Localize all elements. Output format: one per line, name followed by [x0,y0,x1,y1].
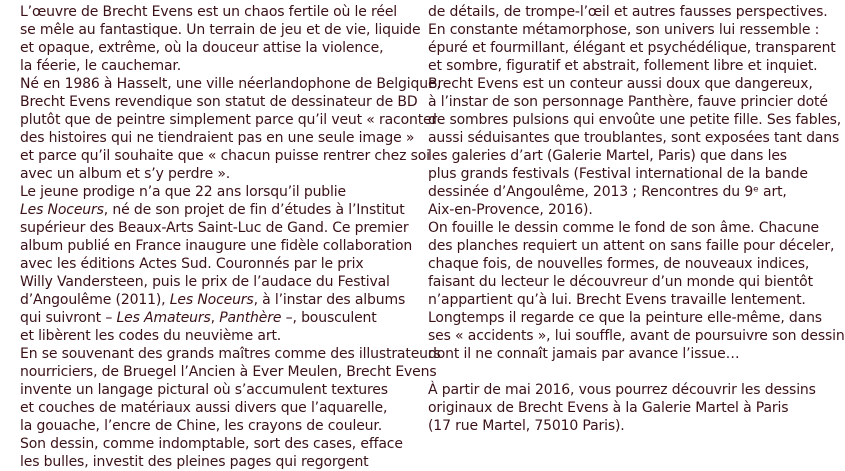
text-line: les galeries d’art (Galerie Martel, Paris) que dans les [428,148,787,164]
left-text-column [20,3,441,471]
text-line [20,309,400,327]
text-line: album publié en France inaugure une fidèle collaboration [20,238,413,254]
text-line [428,363,800,381]
text-segment: , à l’instar des albums [253,292,406,308]
text-line: (17 rue Martel, 75010 Paris). [428,418,625,434]
text-line: la gouache, l’encre de Chine, les crayons de couleur. [20,418,382,434]
text-line: des histoires qui ne tiendraient pas en une seule image » [20,130,415,146]
text-line: Longtemps il regarde ce que la peinture elle-même, dans [428,310,822,326]
text-line: à l’instar de son personnage Panthère, fauve princier doté [428,94,828,110]
text-line: Son dessin, comme indomptable, sort des cases, efface [20,436,403,452]
text-line: En constante métamorphose, son univers lui ressemble : [428,22,820,38]
right-text-column [428,3,845,435]
italic-title: Les Noceurs [169,292,254,308]
text-line: Brecht Evens revendique son statut de dessinateur de BD [20,94,418,110]
text-line: Brecht Evens est un conteur aussi doux que dangereux, [428,76,813,92]
text-segment: , né de son projet de fin d’études à l’Institut [103,202,405,218]
text-line: aussi séduisantes que troublantes, sont exposées tant dans [428,130,840,146]
text-line: originaux de Brecht Evens à la Galerie Martel à Paris [428,400,789,416]
text-line: et opaque, extrême, où la douceur attise la violence, [20,40,384,56]
text-line: On fouille le dessin comme le fond de son âme. Chacune [428,220,820,236]
text-line: et sombre, figuratif et abstrait, follement libre et inquiet. [428,58,818,74]
italic-title: Les Amateurs [116,310,211,326]
text-line: et parce qu’il souhaite que « chacun puisse rentrer chez soi [20,148,430,164]
text-line: chaque fois, de nouvelles formes, de nouveaux indices, [428,256,810,272]
text-line: L’œuvre de Brecht Evens est un chaos fertile où le réel [20,4,398,20]
text-line: avec les éditions Actes Sud. Couronnés par le prix [20,256,364,272]
text-line: faisant du lecteur le découvreur d’un monde qui bientôt [428,274,813,290]
text-line: épuré et fourmillant, élégant et psychédélique, transparent [428,40,836,56]
text-line: nourriciers, de Bruegel l’Ancien à Ever Meulen, Brecht Evens [20,364,437,380]
text-line: Willy Vandersteen, puis le prix de l’audace du Festival [20,274,390,290]
text-line: les bulles, investit des pleines pages qui regorgent [20,454,369,470]
text-line: de sombres pulsions qui envoûte une petite fille. Ses fables, [428,112,842,128]
italic-title: Panthère [219,310,282,326]
text-line: ses « accidents », lui souffle, avant de poursuivre son dessin [428,328,845,344]
text-line: Né en 1986 à Hasselt, une ville néerlandophone de Belgique, [20,76,441,92]
text-line: de détails, de trompe-l’œil et autres fausses perspectives. [428,4,828,20]
text-segment: , [210,310,220,326]
text-line: En se souvenant des grands maîtres comme des illustrateurs [20,346,441,362]
text-line: invente un langage pictural où s’accumulent textures [20,382,388,398]
text-line: et couches de matériaux aussi divers que l’aquarelle, [20,400,388,416]
text-line: n’appartient qu’à lui. Brecht Evens travaille lentement. [428,292,806,308]
text-segment: d’Angoulême (2011), [20,292,170,308]
text-line: se mêle au fantastique. Un terrain de jeu et de vie, liquide [20,22,421,38]
text-line: avec un album et s’y perdre ». [20,166,231,182]
text-line: plus grands festivals (Festival international de la bande [428,166,808,182]
text-line: la féerie, le cauchemar. [20,58,182,74]
text-line: dessinée d’Angoulême, 2013 ; Rencontres du 9ᵉ art, [428,184,787,200]
text-line: supérieur des Beaux-Arts Saint-Luc de Gand. Ce premier [20,220,409,236]
text-line [20,291,406,309]
text-line: Aix-en-Provence, 2016). [428,202,593,218]
text-segment: –, bousculent [281,310,377,326]
text-line: des planches requiert un attent on sans faille pour déceler, [428,238,835,254]
text-line [20,201,405,219]
text-line: dont il ne connaît jamais par avance l’issue… [428,346,740,362]
text-line: plutôt que de peintre simplement parce qu’il veut « raconter [20,112,438,128]
text-line: Le jeune prodige n’a que 22 ans lorsqu’il publie [20,184,346,200]
text-segment: qui suivront – [20,310,117,326]
text-line: À partir de mai 2016, vous pourrez découvrir les dessins [428,382,816,398]
text-line: et libèrent les codes du neuvième art. [20,328,282,344]
italic-title: Les Noceurs [20,202,104,218]
